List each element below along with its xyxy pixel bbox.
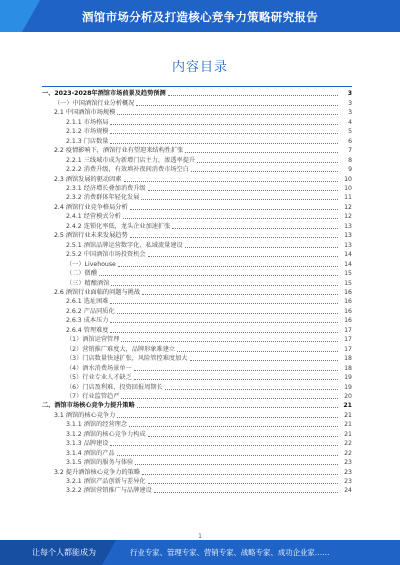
toc-entry-page: 13 <box>344 241 352 249</box>
toc-leader-dots <box>141 199 338 200</box>
toc-entry-page: 21 <box>344 421 352 429</box>
toc-entry-page: 6 <box>348 137 352 145</box>
toc-entry[interactable] <box>42 382 352 391</box>
toc-entry-label: 2.1.1 市场格局 <box>66 118 109 126</box>
toc-entry-label: 3.1.2 酒馆的核心竞争力构成 <box>66 430 146 438</box>
toc-entry-label: （1）酒馆运营管理 <box>66 336 120 344</box>
toc-entry-label: 2.6.4 管理难度 <box>66 326 109 334</box>
toc-entry-label: 一、2023-2028年酒馆市场前景及趋势预测 <box>42 90 166 98</box>
toc-leader-dots <box>148 190 338 191</box>
toc-entry-label: 3.2.1 酒馆产品创新与差异化 <box>66 478 146 486</box>
toc-leader-dots <box>130 209 338 210</box>
toc-entry-label: （6）门店盈利难，投资回报周期长 <box>66 383 163 391</box>
toc-leader-dots <box>110 332 338 333</box>
page-number: 1 <box>198 533 202 540</box>
toc-entry[interactable] <box>42 127 352 136</box>
toc-entry[interactable] <box>42 212 352 221</box>
toc-entry-label: （二）微醺 <box>66 270 97 278</box>
toc-entry-page: 8 <box>348 156 352 164</box>
toc-entry-label: 2.6 酒馆行业面临的问题与挑战 <box>54 288 141 296</box>
toc-entry-label: 3.1.3 品牌建设 <box>66 440 109 448</box>
toc-leader-dots <box>111 285 338 286</box>
toc-entry-label: 2.5.1 酒馆品牌运营数字化、私域流量建设 <box>66 241 183 249</box>
toc-leader-dots <box>110 124 338 125</box>
toc-entry-label: （7）行业监管趋严 <box>66 392 120 400</box>
footer-bar <box>0 540 400 565</box>
toc-entry[interactable] <box>42 288 352 297</box>
toc-leader-dots <box>124 181 339 182</box>
toc-entry-label: 2.5 酒馆行业未来发展趋势 <box>54 232 128 240</box>
toc-entry-page: 15 <box>344 270 352 278</box>
toc-entry[interactable] <box>42 392 352 401</box>
toc-entry-page: 9 <box>348 166 352 174</box>
toc-entry[interactable] <box>42 420 352 429</box>
table-of-contents <box>42 89 352 495</box>
toc-leader-dots <box>148 256 338 257</box>
toc-leader-dots <box>168 95 338 96</box>
toc-entry-label: 2.2 疫情影响下，酒馆行业有望迎来结构性扩张 <box>54 147 184 155</box>
toc-leader-dots <box>117 417 338 418</box>
toc-leader-dots <box>148 483 338 484</box>
toc-entry[interactable] <box>42 325 352 334</box>
toc-entry-label: 2.2.2 消费升级，有效填补夜间消费市场空白 <box>66 166 189 174</box>
toc-entry[interactable] <box>42 269 352 278</box>
toc-entry[interactable] <box>42 259 352 268</box>
toc-entry[interactable] <box>42 184 352 193</box>
toc-entry-label: 2.5.2 中国酒馆市场投资机会 <box>66 251 146 259</box>
toc-heading: 内容目录 <box>171 60 228 75</box>
toc-entry-page: 23 <box>344 459 352 467</box>
toc-entry-label: 2.1.2 市场规模 <box>66 128 109 136</box>
toc-leader-dots <box>130 237 338 238</box>
toc-entry[interactable] <box>42 278 352 287</box>
toc-leader-dots <box>134 379 338 380</box>
toc-entry[interactable] <box>42 155 352 164</box>
toc-leader-dots <box>134 370 338 371</box>
toc-leader-dots <box>117 313 338 314</box>
toc-entry-label: 2.6.3 成本压力 <box>66 317 109 325</box>
toc-entry-page: 4 <box>348 118 352 126</box>
toc-entry[interactable] <box>42 221 352 230</box>
toc-entry-page: 23 <box>344 478 352 486</box>
toc-entry-page: 15 <box>344 279 352 287</box>
toc-entry-page: 3 <box>348 99 352 107</box>
toc-entry[interactable] <box>42 467 352 476</box>
toc-entry[interactable] <box>42 363 352 372</box>
toc-entry-page: 16 <box>344 288 352 296</box>
toc-entry[interactable] <box>42 316 352 325</box>
toc-entry[interactable] <box>42 136 352 145</box>
toc-entry-page: 14 <box>344 260 352 268</box>
toc-entry-page: 16 <box>344 298 352 306</box>
report-title: 酒馆市场分析及打造核心竞争力策略研究报告 <box>82 10 318 24</box>
footer-slogan: 让每个人都能成为 <box>32 548 96 557</box>
toc-leader-dots <box>142 474 338 475</box>
toc-entry-page: 22 <box>344 449 352 457</box>
toc-entry-label: 2.1 中国酒馆市场规模 <box>54 109 116 117</box>
toc-leader-dots <box>148 436 338 437</box>
toc-entry[interactable] <box>42 439 352 448</box>
toc-entry[interactable] <box>42 373 352 382</box>
toc-entry-page: 17 <box>344 345 352 353</box>
toc-leader-dots <box>99 275 338 276</box>
toc-entry-label: 2.2.1 三线城市成为新增门店主力，渗透率提升 <box>66 156 196 164</box>
toc-entry[interactable] <box>42 146 352 155</box>
toc-entry-page: 16 <box>344 317 352 325</box>
toc-leader-dots <box>123 218 338 219</box>
toc-entry-page: 16 <box>344 307 352 315</box>
toc-entry[interactable] <box>42 231 352 240</box>
toc-entry-label: 3.1.5 酒馆的服务与体验 <box>66 459 134 467</box>
toc-entry-page: 18 <box>344 364 352 372</box>
toc-entry[interactable] <box>42 108 352 117</box>
toc-entry-label: 2.6.2 产品同质化 <box>66 307 115 315</box>
toc-entry-page: 19 <box>344 374 352 382</box>
toc-entry[interactable] <box>42 429 352 438</box>
toc-leader-dots <box>191 171 338 172</box>
toc-entry-page: 21 <box>343 402 352 410</box>
toc-entry-page: 22 <box>344 440 352 448</box>
toc-entry[interactable] <box>42 250 352 259</box>
toc-entry-page: 20 <box>344 392 352 400</box>
toc-entry-page: 12 <box>344 203 352 211</box>
toc-leader-dots <box>110 445 338 446</box>
toc-entry[interactable] <box>42 335 352 344</box>
toc-entry[interactable] <box>42 98 352 107</box>
toc-leader-dots <box>154 492 338 493</box>
toc-entry-label: （一）Livehouse <box>66 260 116 268</box>
toc-leader-dots <box>142 294 338 295</box>
toc-entry-label: （一）中国酒馆行业分析概况 <box>54 99 135 107</box>
toc-entry-page: 13 <box>344 222 352 230</box>
toc-entry[interactable] <box>42 306 352 315</box>
header-bar <box>0 0 400 32</box>
toc-entry-page: 24 <box>344 487 352 495</box>
toc-entry-label: 2.3 酒馆发展的驱动因素 <box>54 175 122 183</box>
toc-leader-dots <box>185 152 338 153</box>
toc-entry-page: 23 <box>344 468 352 476</box>
toc-leader-dots <box>110 303 338 304</box>
toc-entry[interactable] <box>42 410 352 419</box>
toc-entry-label: 2.3.1 经济增长叠加消费升级 <box>66 184 146 192</box>
toc-entry-page: 11 <box>344 194 352 202</box>
toc-entry-page: 3 <box>347 90 352 98</box>
toc-entry-page: 14 <box>344 251 352 259</box>
toc-leader-dots <box>110 322 338 323</box>
toc-leader-dots <box>197 162 338 163</box>
toc-entry-page: 18 <box>344 355 352 363</box>
toc-entry-page: 19 <box>344 383 352 391</box>
toc-entry-label: （4）酒水消费场景单一 <box>66 364 132 372</box>
toc-leader-dots <box>135 464 338 465</box>
toc-entry[interactable] <box>42 344 352 353</box>
toc-entry-label: 二、酒馆市场核心竞争力提升策略 <box>42 402 135 410</box>
toc-entry[interactable] <box>42 117 352 126</box>
toc-leader-dots <box>110 133 338 134</box>
toc-leader-dots <box>117 455 338 456</box>
toc-entry-label: 2.1.3 门店数量 <box>66 137 109 145</box>
toc-leader-dots <box>165 389 338 390</box>
toc-entry-label: 2.4.1 经营模式分析 <box>66 213 121 221</box>
toc-leader-dots <box>118 266 338 267</box>
toc-entry[interactable] <box>42 486 352 495</box>
toc-entry-page: 10 <box>344 184 352 192</box>
toc-entry-label: 3.2 提升酒馆核心竞争力的策略 <box>54 468 141 476</box>
toc-leader-dots <box>177 351 338 352</box>
toc-leader-dots <box>172 228 338 229</box>
toc-leader-dots <box>185 247 338 248</box>
toc-leader-dots <box>117 114 338 115</box>
toc-entry[interactable] <box>42 477 352 486</box>
toc-entry-page: 7 <box>348 147 352 155</box>
toc-entry[interactable] <box>42 297 352 306</box>
toc-leader-dots <box>137 407 338 408</box>
toc-leader-dots <box>190 360 339 361</box>
toc-entry-page: 5 <box>348 128 352 136</box>
toc-entry-label: 2.3.2 消费群体年轻化发展 <box>66 194 140 202</box>
footer-roles: 行业专家、管理专家、营销专家、战略专家、成功企业家…… <box>130 548 330 557</box>
toc-entry-label: （3）门店数量快速扩张，风险管控难度加大 <box>66 355 188 363</box>
toc-leader-dots <box>110 143 338 144</box>
toc-leader-dots <box>121 341 338 342</box>
toc-entry-label: 3.1 酒馆的核心竞争力 <box>54 411 116 419</box>
toc-leader-dots <box>121 398 338 399</box>
toc-leader-dots <box>129 426 338 427</box>
toc-entry-page: 3 <box>348 109 352 117</box>
toc-entry-label: （三）精酿酒馆 <box>66 279 110 287</box>
toc-divider <box>42 86 352 87</box>
toc-entry-page: 13 <box>344 232 352 240</box>
toc-entry-label: 2.6.1 选址困难 <box>66 298 109 306</box>
toc-entry-label: 3.2.2 酒馆营销推广与品牌建设 <box>66 487 152 495</box>
toc-entry-page: 17 <box>344 336 352 344</box>
toc-entry[interactable] <box>42 89 352 98</box>
toc-entry-page: 17 <box>344 326 352 334</box>
toc-entry-label: （2）营销推广难度大，品牌形象难建立 <box>66 345 176 353</box>
toc-entry-page: 12 <box>344 213 352 221</box>
toc-entry-page: 21 <box>344 411 352 419</box>
toc-entry[interactable] <box>42 401 352 410</box>
toc-entry[interactable] <box>42 240 352 249</box>
toc-entry-label: 3.1.1 酒馆的经营理念 <box>66 421 128 429</box>
toc-entry[interactable] <box>42 458 352 467</box>
header-accent-stripe <box>0 0 40 32</box>
toc-entry-label: 3.1.4 酒馆的产品 <box>66 449 115 457</box>
toc-entry[interactable] <box>42 354 352 363</box>
toc-entry-label: 2.4 酒馆行业竞争格局分析 <box>54 203 128 211</box>
toc-entry[interactable] <box>42 193 352 202</box>
toc-entry[interactable] <box>42 448 352 457</box>
toc-entry-page: 10 <box>344 175 352 183</box>
toc-entry[interactable] <box>42 165 352 174</box>
toc-entry-label: （5）行业专业人才缺乏 <box>66 374 132 382</box>
toc-entry-page: 21 <box>344 430 352 438</box>
toc-entry-label: 2.4.2 连锁化率低，龙头企业加速扩张 <box>66 222 171 230</box>
toc-leader-dots <box>136 105 338 106</box>
toc-entry[interactable] <box>42 202 352 211</box>
toc-entry[interactable] <box>42 174 352 183</box>
